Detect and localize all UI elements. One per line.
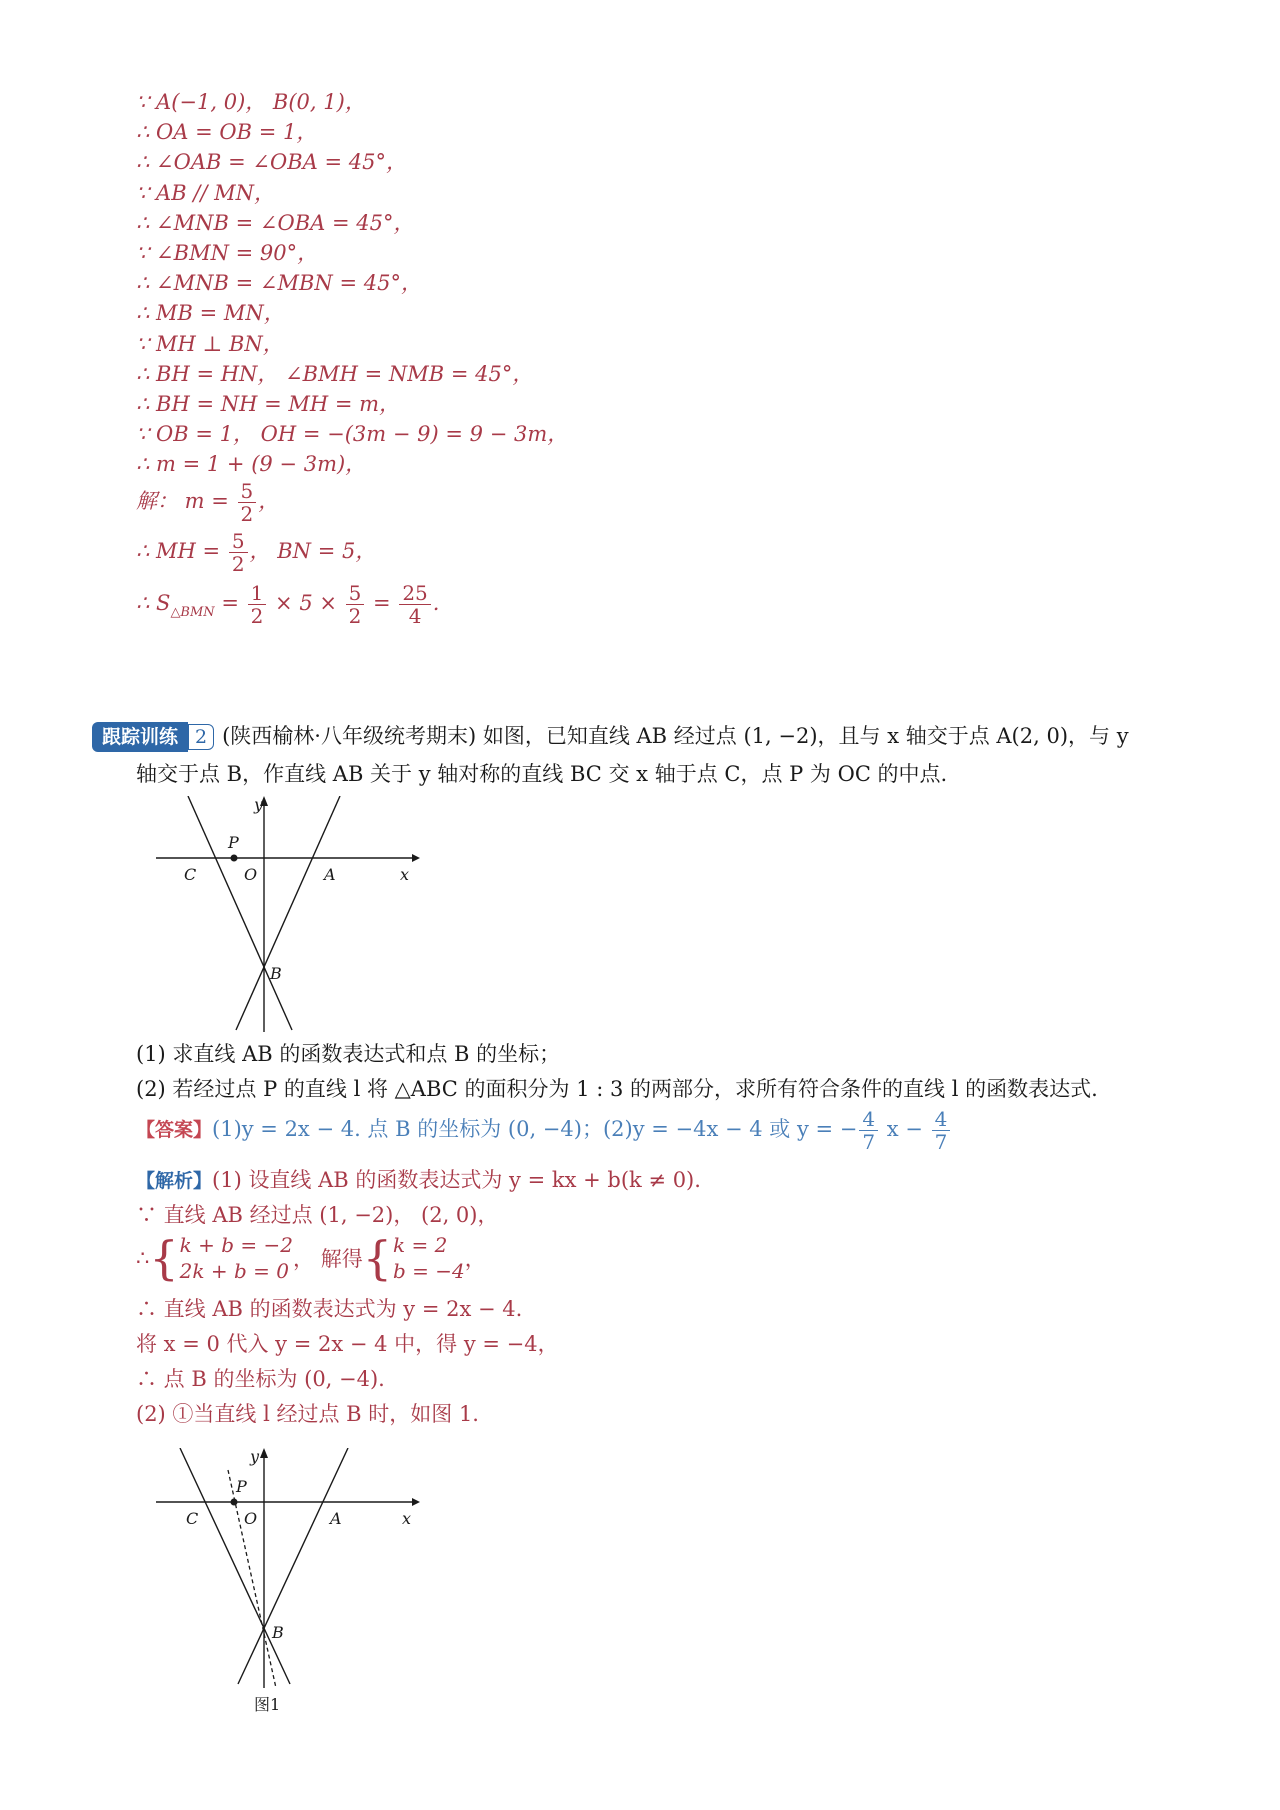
left-brace-icon: { xyxy=(149,1231,179,1285)
fraction: $\frac{5}{2}$ xyxy=(238,480,257,525)
fraction: $\frac{4}{7}$ xyxy=(859,1108,878,1153)
figure-1 xyxy=(150,1448,420,1716)
fraction: $\frac{5}{2}$ xyxy=(346,582,365,627)
solution-line: ∵ OB = 1， OH = −(3m − 9) = 9 − 3m， xyxy=(136,422,569,447)
analysis-line5: ∴ 点 B 的坐标为 (0, −4). xyxy=(136,1367,385,1391)
line-ab xyxy=(236,796,340,1030)
label-c: C xyxy=(184,865,197,884)
answer-line: 【答案】(1)y = 2x − 4. 点 B 的坐标为 (0, −4)；(2)y = −4x − 4 或 y = − $\frac{4}{7}$ x − $\frac{4}{7}$ xyxy=(136,1108,952,1153)
analysis-tag: 【解析】 xyxy=(136,1170,213,1192)
area-line: ∴ $S_{\triangle BMN}$ = $\frac{1}{2}$ × 5 × $\frac{5}{2}$ = $\frac{25}{4}$ . xyxy=(136,581,440,628)
left-brace-icon: { xyxy=(362,1231,392,1285)
solution-line: ∴ ∠MNB = ∠OBA = 45°， xyxy=(136,210,415,235)
mh-line: ∴ MH = $\frac{5}{2}$ ， BN = 5， xyxy=(136,529,377,576)
analysis-line4: 将 x = 0 代入 y = 2x − 4 中，得 y = −4， xyxy=(136,1332,559,1356)
label-x: x xyxy=(402,1509,412,1528)
label-p: P xyxy=(228,833,239,852)
fraction: $\frac{4}{7}$ xyxy=(932,1108,951,1153)
question-1: (1) 求直线 AB 的函数表达式和点 B 的坐标； xyxy=(136,1042,561,1066)
analysis-line6: (2) ①当直线 l 经过点 B 时，如图 1. xyxy=(136,1402,479,1426)
analysis-line2: ∵ 直线 AB 经过点 (1, −2)， (2, 0)， xyxy=(136,1203,499,1227)
equation-system-line: ∴{ k + b = −2 2k + b = 0 ， 解得{ k = 2 b = −4 ， xyxy=(136,1231,486,1285)
figure-1-caption: 图1 xyxy=(254,1695,281,1714)
label-o: O xyxy=(244,1509,258,1528)
label-y: y xyxy=(254,796,264,814)
label-c: C xyxy=(186,1509,199,1528)
exercise-stem-line1: (陕西榆林·八年级统考期末) 如图，已知直线 AB 经过点 (1, −2)，且与 x 轴交于点 A(2, 0)，与 y xyxy=(222,724,1129,748)
solution-line: ∵ ∠BMN = 90°， xyxy=(136,241,319,265)
fraction: $\frac{1}{2}$ xyxy=(248,582,267,627)
fraction: $\frac{25}{4}$ xyxy=(399,582,430,627)
exercise-header xyxy=(92,722,1129,752)
exercise-stem-line2: 轴交于点 B，作直线 AB 关于 y 轴对称的直线 BC 交 x 轴于点 C，点 P 为 OC 的中点. xyxy=(136,762,948,786)
solution-line: ∵ A(−1, 0)， B(0, 1)， xyxy=(136,90,366,114)
solution-line: ∴ BH = HN， ∠BMH = NMB = 45°， xyxy=(136,361,534,386)
label-a: A xyxy=(324,865,336,884)
line-bc xyxy=(180,1448,290,1684)
solution-line: ∴ ∠MNB = ∠MBN = 45°， xyxy=(136,271,422,296)
solution-line: ∵ MH ⊥ BN， xyxy=(136,331,284,356)
label-a: A xyxy=(330,1509,342,1528)
analysis-line1: 【解析】(1) 设直线 AB 的函数表达式为 y = kx + b(k ≠ 0). xyxy=(136,1168,701,1192)
exercise-number: 2 xyxy=(188,724,214,750)
solution-line: ∴ OA = OB = 1， xyxy=(136,120,318,145)
label-o: O xyxy=(244,865,258,884)
label-p: P xyxy=(236,1477,247,1496)
solve-prefix: 解： m = xyxy=(136,489,236,513)
line-ab xyxy=(238,1448,348,1684)
solution-line: ∴ MB = MN， xyxy=(136,301,285,326)
point-p xyxy=(231,1499,238,1506)
solve-m-line: 解： m = $\frac{5}{2}$ ， xyxy=(136,479,280,526)
x-axis-arrow xyxy=(412,1498,420,1506)
label-x: x xyxy=(400,865,410,884)
solution-line: ∴ BH = NH = MH = m， xyxy=(136,392,401,416)
point-p xyxy=(231,855,238,862)
fraction: $\frac{5}{2}$ xyxy=(229,530,248,575)
label-y: y xyxy=(250,1448,260,1466)
line-bc xyxy=(188,796,292,1030)
analysis-line3: ∴ 直线 AB 的函数表达式为 y = 2x − 4. xyxy=(136,1297,523,1321)
solution-line: ∴ ∠OAB = ∠OBA = 45°， xyxy=(136,150,407,175)
y-axis-arrow xyxy=(260,1448,268,1458)
question-2: (2) 若经过点 P 的直线 l 将 △ABC 的面积分为 1 : 3 的两部分，求所有符合条件的直线 l 的函数表达式. xyxy=(136,1077,1098,1101)
solution-line: ∵ AB // MN， xyxy=(136,180,276,205)
label-b: B xyxy=(272,1623,284,1642)
x-axis-arrow xyxy=(412,854,420,862)
answer-tag: 【答案】 xyxy=(136,1119,213,1141)
exercise-badge: 跟踪训练 xyxy=(92,722,188,752)
solution-line: ∴ m = 1 + (9 − 3m)， xyxy=(136,452,367,477)
label-b: B xyxy=(270,964,282,983)
coordinate-figure xyxy=(150,796,420,1036)
